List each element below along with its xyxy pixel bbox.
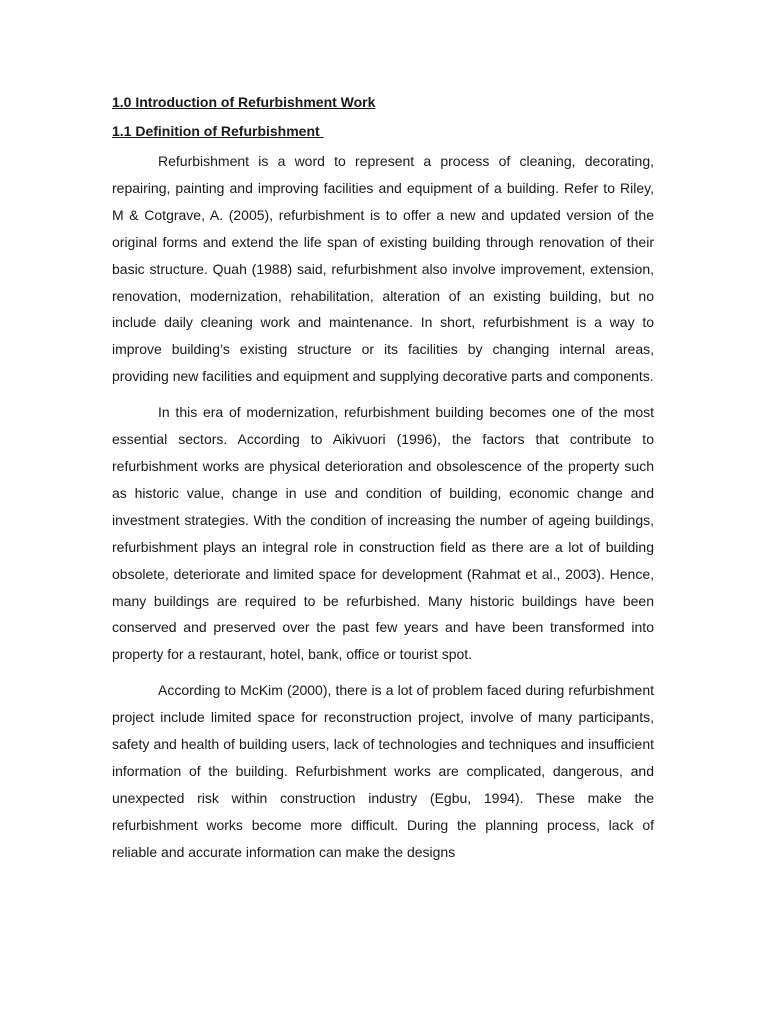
subsection-heading-definition: 1.1 Definition of Refurbishment bbox=[112, 123, 324, 139]
paragraph-problems: According to McKim (2000), there is a lot of problem faced during refurbishment project include limited space for reconstruction project, involve of many participants, safety and health of building users, lack of technologies and techniques and insufficient information of the building. Refurbishment works are complicated, dangerous, and unexpected risk within construction industry (Egbu, 1994). These make the refurbishment works become more difficult. During the planning process, lack of reliable and accurate information can make the designs bbox=[112, 682, 654, 860]
paragraph-modernization: In this era of modernization, refurbishment building becomes one of the most essential sectors. According to Aikivuori (1996), the factors that contribute to refurbishment works are physical deterioration and obsolescence of the property such as historic value, change in use and condition of building, economic change and investment strategies. With the condition of increasing the number of ageing buildings, refurbishment plays an integral role in construction field as there are a lot of building obsolete, deteriorate and limited space for development (Rahmat et al., 2003). Hence, many buildings are required to be refurbished. Many historic buildings have been conserved and preserved over the past few years and have been transformed into property for a restaurant, hotel, bank, office or tourist spot. bbox=[112, 404, 654, 663]
section-heading-introduction: 1.0 Introduction of Refurbishment Work bbox=[112, 94, 376, 110]
document-body bbox=[112, 148, 654, 875]
paragraph-definition: Refurbishment is a word to represent a process of cleaning, decorating, repairing, painting and improving facilities and equipment of a building. Refer to Riley, M & Cotgrave, A. (2005), refurbishment is to offer a new and updated version of the original forms and extend the life span of existing building through renovation of their basic structure. Quah (1988) said, refurbishment also involve improvement, extension, renovation, modernization, rehabilitation, alteration of an existing building, but no include daily cleaning work and maintenance. In short, refurbishment is a way to improve building’s existing structure or its facilities by changing internal areas, providing new facilities and equipment and supplying decorative parts and components. bbox=[112, 153, 654, 385]
